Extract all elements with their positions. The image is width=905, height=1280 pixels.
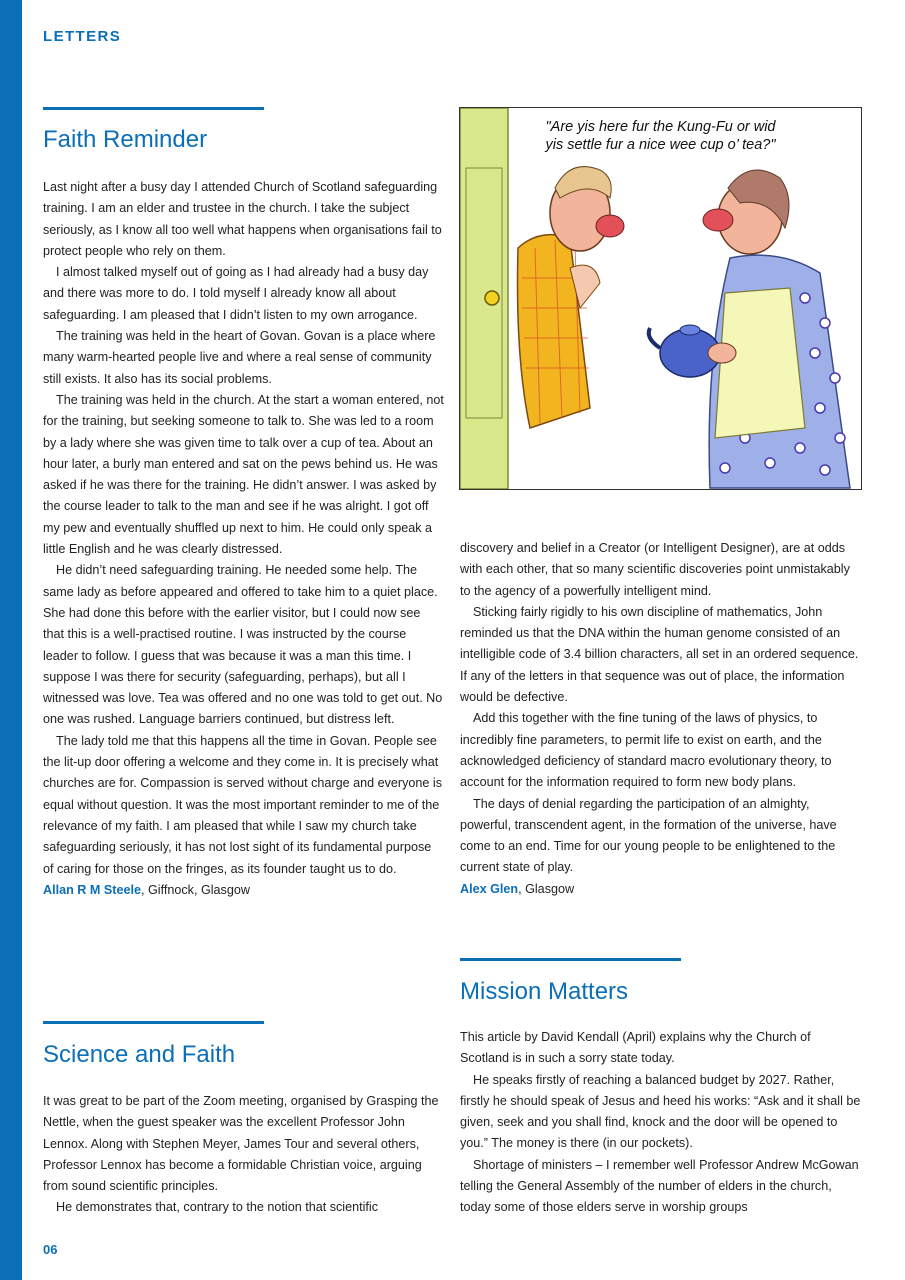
man-nose bbox=[596, 215, 624, 237]
heading-rule bbox=[460, 958, 681, 961]
paragraph: This article by David Kendall (April) explains why the Church of Scotland is in such a sorry state today. bbox=[460, 1030, 811, 1066]
science-and-faith-body bbox=[43, 1091, 444, 1219]
paragraph: Last night after a busy day I attended Church of Scotland safeguarding training. I am an elder and trustee in the church. I take the subject seriously, as I know all too well what happens when organisations fail to protect people who rely on them. bbox=[43, 180, 442, 258]
door-knob bbox=[485, 291, 499, 305]
paragraph: The training was held in the heart of Govan. Govan is a place where many warm-hearted people live and where a real sense of community still exists. It also has its social problems. bbox=[43, 329, 436, 386]
paragraph: Shortage of ministers – I remember well Professor Andrew McGowan telling the General Assembly of the number of elders in the church, today some of those elders serve in worship groups bbox=[460, 1157, 859, 1215]
section-label: LETTERS bbox=[43, 28, 122, 45]
paragraph: I almost talked myself out of going as I had already had a busy day and there was more to do. I told myself I already know all about safeguarding. I am pleased that I didn’t listen to my own arrogance. bbox=[43, 265, 429, 322]
science-and-faith-continued bbox=[460, 538, 861, 900]
woman-nose bbox=[703, 209, 733, 231]
paragraph: It was great to be part of the Zoom meeting, organised by Grasping the Nettle, when the guest speaker was the excellent Professor John Lennox. Along with Stephen Meyer, James Tour and several others, Professor Lennox has become a formidable Christian voice, arguing from sound scientific principles. bbox=[43, 1094, 439, 1194]
cartoon-drawing bbox=[460, 108, 861, 489]
paragraph: The days of denial regarding the participation of an almighty, powerful, transcendent agent, in the formation of the universe, have come to an end. Time for our young people to be enlightened to the current state of play. bbox=[460, 796, 837, 875]
paragraph: He didn’t need safeguarding training. He needed some help. The same lady as before appeared and offered to take him to a quiet place. She had done this before with the earlier visitor, but I could now see that this is a well-practised routine. I was instructed by the course leader to follow. I guess that was because it was a man this time. I suppose I was there for security (safeguarding, perhaps), but all I witnessed was love. Tea was offered and no one was told to get out. No one was rushed. Language barriers continued, but distress left. bbox=[43, 563, 443, 727]
paragraph: discovery and belief in a Creator (or Intelligent Designer), are at odds with each other, that so many scientific discoveries point unmistakably to the agency of a powerfully intelligent mind. bbox=[460, 541, 850, 598]
woman-hand bbox=[708, 343, 736, 363]
science-and-faith-title: Science and Faith bbox=[43, 1041, 236, 1068]
signature-place: , Glasgow bbox=[518, 881, 575, 896]
paragraph: He speaks firstly of reaching a balanced budget by 2027. Rather, firstly he should speak of Jesus and heed his works: “Ask and it shall be given, seek and you shall find, knock and the door will be opened to you.” The money is there (in our pockets). bbox=[460, 1072, 861, 1151]
signature-name: Alex Glen bbox=[460, 881, 519, 896]
heading-rule bbox=[43, 107, 264, 110]
signature bbox=[460, 879, 861, 900]
teapot-lid bbox=[680, 325, 700, 335]
paragraph: Sticking fairly rigidly to his own discipline of mathematics, John reminded us that the DNA within the human genome consisted of an intelligible code of 3.4 billion characters, all set in an ordered sequence. If any of the letters in that sequence was out of place, the information would be defective. bbox=[460, 604, 859, 705]
paragraph: Add this together with the fine tuning of the laws of physics, to incredibly fine parameters, to permit life to exist on earth, and the acknowledged deficiency of standard macro evolutionary theory, to account for the information required to form new body plans. bbox=[460, 711, 832, 790]
heading-rule bbox=[43, 1021, 264, 1024]
faith-reminder-body bbox=[43, 177, 444, 901]
cartoon-caption bbox=[460, 118, 861, 154]
paragraph: He demonstrates that, contrary to the notion that scientific bbox=[56, 1200, 379, 1215]
signature bbox=[43, 880, 444, 901]
caption-line: yis settle fur a nice wee cup o’ tea?" bbox=[545, 137, 776, 153]
cartoon-illustration bbox=[459, 107, 862, 490]
caption-line: "Are yis here fur the Kung-Fu or wid bbox=[545, 119, 776, 135]
mission-matters-title: Mission Matters bbox=[460, 978, 629, 1005]
teapot-spout bbox=[649, 328, 660, 348]
page-number: 06 bbox=[43, 1242, 58, 1257]
door-frame bbox=[460, 108, 508, 489]
woman-apron bbox=[715, 288, 805, 438]
signature-place: , Giffnock, Glasgow bbox=[140, 882, 250, 897]
paragraph: The lady told me that this happens all the time in Govan. People see the lit-up door offering a welcome and they come in. It is precisely what churches are for. Compassion is served without charge and everyone is equal without question. It was the most important reminder to me of the relevance of my faith. I am pleased that while I saw my church take safeguarding seriously, it has not lost sight of its fundamental purpose of caring for those on the fringes, as its founder taught us to do. bbox=[43, 733, 443, 876]
mission-matters-body bbox=[460, 1027, 861, 1219]
signature-name: Allan R M Steele bbox=[43, 882, 141, 897]
side-accent-bar bbox=[0, 0, 22, 1280]
faith-reminder-title: Faith Reminder bbox=[43, 126, 208, 153]
paragraph: The training was held in the church. At the start a woman entered, not for the training, but seeking someone to talk to. She was led to a room by a lady where she was given time to talk over a cup of tea. About an hour later, a burly man entered and sat on the pews behind us. He was asked if he was there for the training. He didn’t answer. I was asked by the course leader to talk to the man and see if he was alright. I got off my pew and eventually shuffled up next to him. He could only speak a little English and he was clearly distressed. bbox=[43, 392, 444, 557]
